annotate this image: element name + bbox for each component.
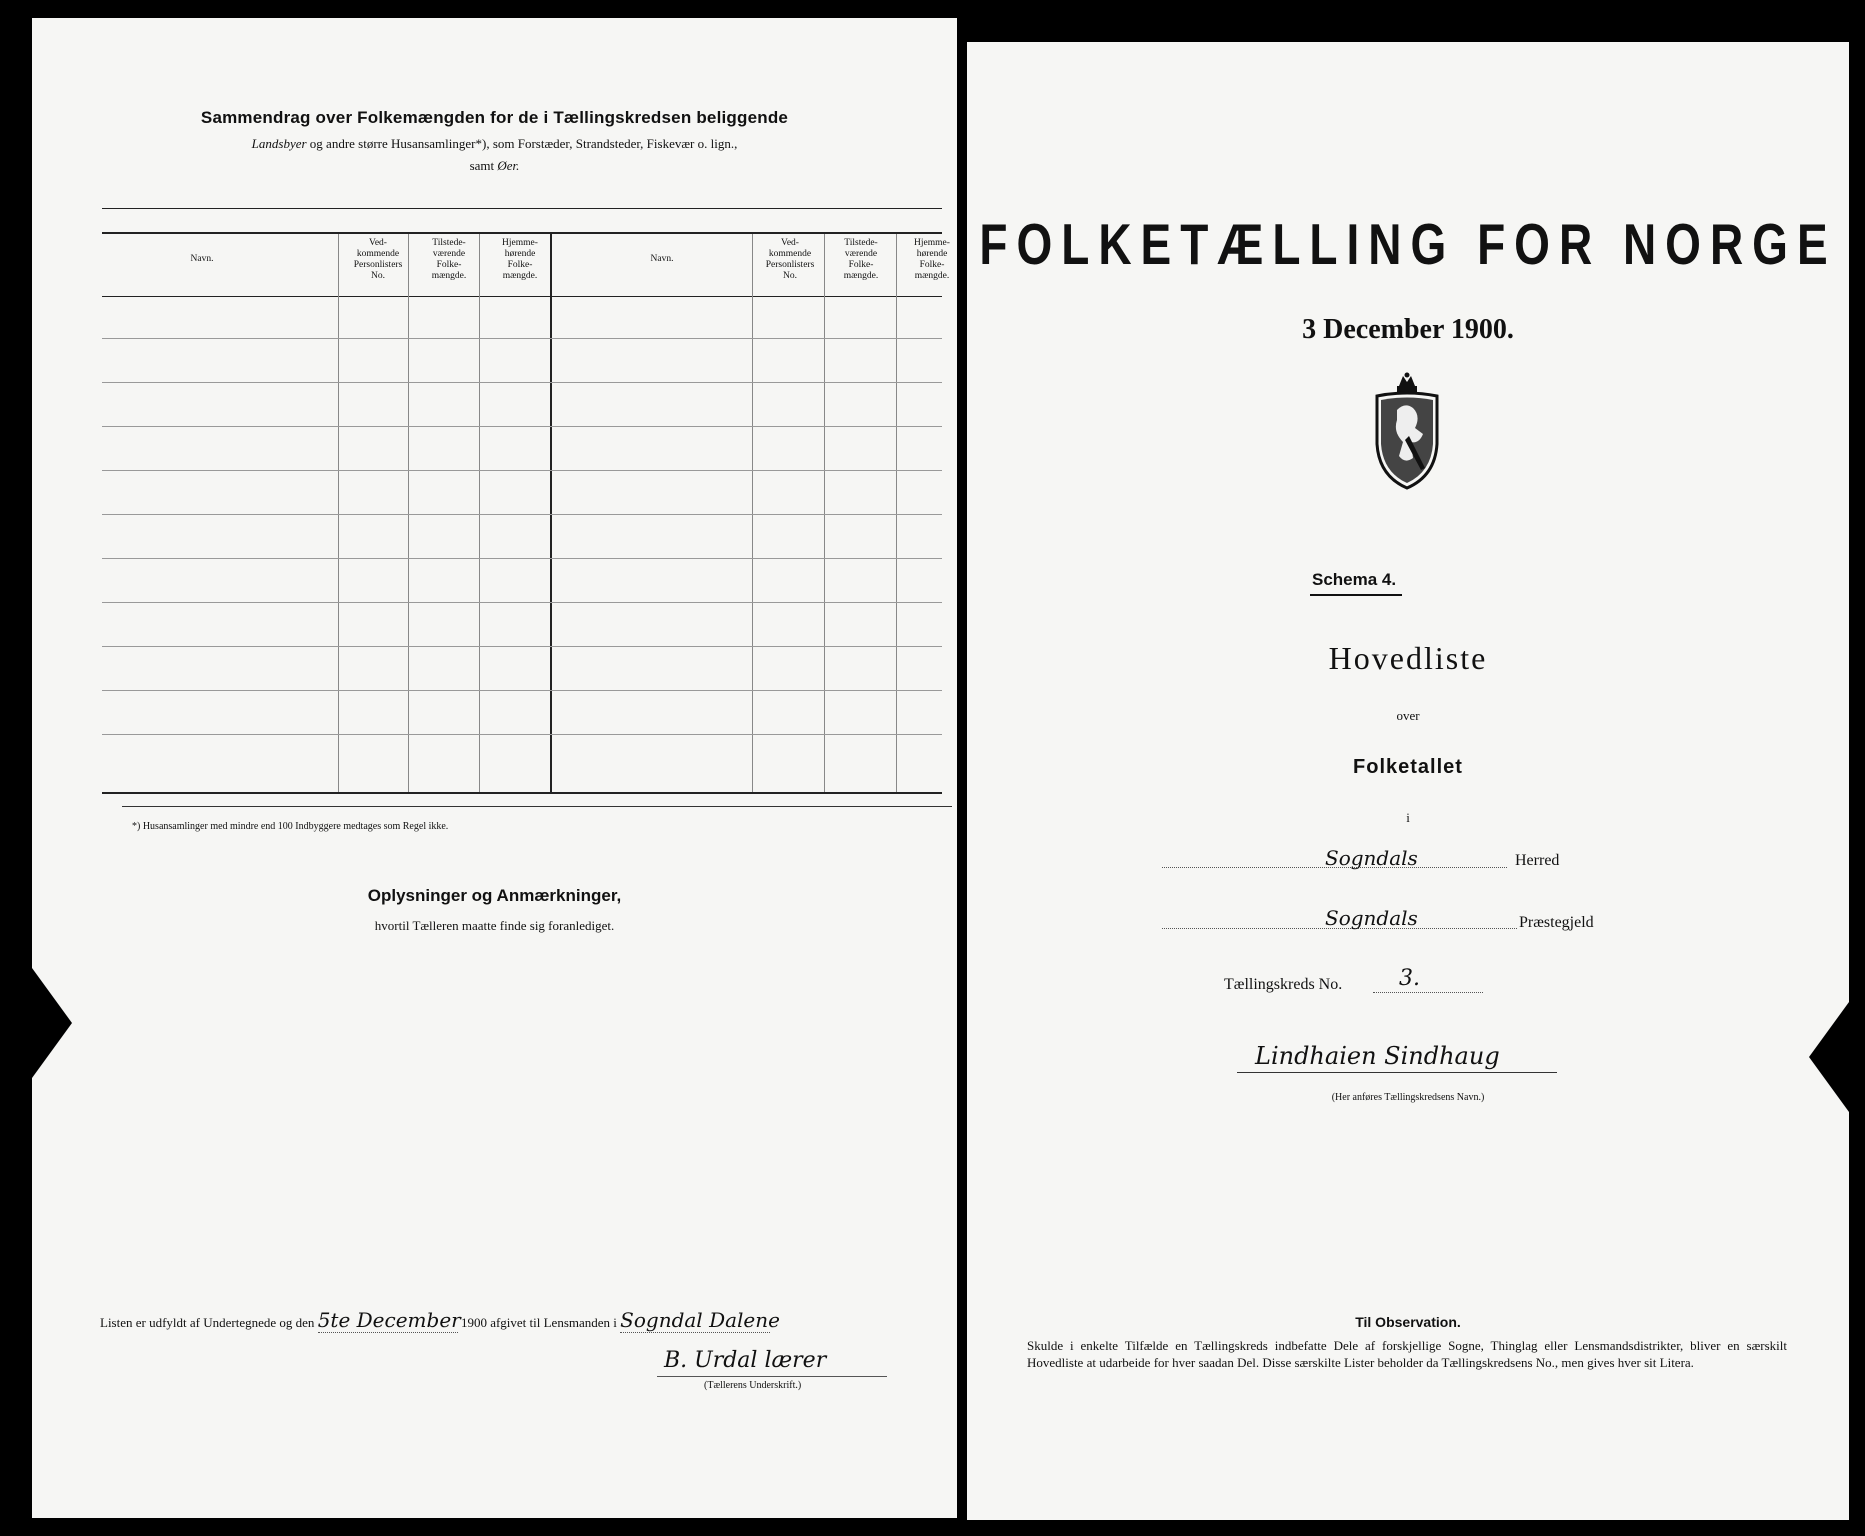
kreds-dotline: [1373, 992, 1483, 993]
table-row-line: [102, 690, 942, 691]
table-top-rule: [102, 208, 942, 209]
handwritten-signature: B. Urdal lærer: [664, 1348, 827, 1373]
schema-underline: [1310, 594, 1402, 596]
handwritten-date: 5te December: [317, 1308, 461, 1332]
handwritten-herred: Sogndals: [1325, 846, 1418, 870]
subtitle-rest: og andre større Husansamlinger*), som Forstæder, Strandsteder, Fiskevær o. lign.,: [306, 136, 738, 151]
herred-label: Herred: [1515, 852, 1560, 869]
table-row-line: [102, 470, 942, 471]
table-row-line: [102, 602, 942, 603]
page-binding-notch: [32, 968, 72, 1078]
col-header-tilstede-2: Tilstede- værende Folke- mængde.: [843, 238, 879, 281]
subtitle-prefix: samt: [469, 158, 498, 173]
listen-line: [100, 1308, 780, 1333]
listen-year: 1900: [460, 1315, 487, 1330]
schema-label: [1312, 570, 1396, 590]
folketallet-title: Folketallet: [1353, 756, 1463, 778]
summary-subtitle-line2: [32, 158, 957, 174]
page-binding-notch: [1809, 1002, 1849, 1112]
schema-text: Schema 4.: [1312, 570, 1397, 589]
table-head-bottom-rule: [102, 296, 942, 297]
over-text: over: [1396, 708, 1420, 723]
praestegjeld-label: Præstegjeld: [1519, 914, 1594, 931]
col-divider: [896, 234, 897, 792]
signature-rule: [657, 1376, 887, 1377]
table-row-line: [102, 734, 942, 735]
footnote: *) Husansamlinger med mindre end 100 Indbyggere medtages som Regel ikke.: [132, 821, 449, 832]
handwritten-kreds-no: 3.: [1399, 966, 1420, 991]
col-header-tilstede-1: Tilstede- værende Folke- mængde.: [431, 238, 467, 281]
col-header-vedkommende-2: Ved- kommende Personlisters No.: [765, 238, 815, 281]
signature-caption: (Tællerens Underskrift.): [704, 1380, 802, 1391]
table-head-rule: [102, 232, 942, 234]
kreds-name-line: [1237, 1072, 1557, 1073]
section-subtitle: hvortil Tælleren maatte finde sig foranlediget.: [374, 918, 615, 933]
right-page: [967, 42, 1849, 1520]
census-title: FOLKETÆLLING FOR NORGE: [979, 211, 1837, 277]
listen-text-2: afgivet til Lensmanden i: [490, 1315, 617, 1330]
hovedliste-title: Hovedliste: [1328, 640, 1488, 676]
handwritten-kreds-name: Lindhaien Sindhaug: [1255, 1042, 1500, 1070]
footnote-rule: [122, 806, 952, 807]
subtitle-italic-landsbyer: Landsbyer: [251, 136, 307, 151]
observation-title: Til Observation.: [1355, 1314, 1461, 1330]
kreds-caption: (Her anføres Tællingskredsens Navn.): [1331, 1092, 1485, 1103]
col-header-navn-2: Navn.: [650, 254, 674, 264]
table-bottom-rule: [102, 792, 942, 794]
summary-title: Sammendrag over Folkemængden for de i Tællingskredsen beliggende: [200, 108, 789, 127]
col-divider: [824, 234, 825, 792]
summary-subtitle-line1: [32, 136, 957, 152]
i-text: i: [1406, 810, 1410, 825]
summary-table: [102, 214, 950, 794]
table-row-line: [102, 646, 942, 647]
col-header-vedkommende-1: Ved- kommende Personlisters No.: [353, 238, 403, 281]
handwritten-praestegjeld: Sogndals: [1325, 906, 1418, 930]
col-header-navn-1: Navn.: [190, 254, 214, 264]
col-divider: [338, 234, 339, 792]
table-row-line: [102, 382, 942, 383]
col-divider: [752, 234, 753, 792]
col-divider-center: [550, 234, 552, 792]
left-page: [32, 18, 957, 1518]
table-row-line: [102, 426, 942, 427]
subtitle-italic-oer: Øer.: [497, 158, 520, 173]
listen-text-1: Listen er udfyldt af Undertegnede og den: [100, 1315, 315, 1330]
table-row-line: [102, 558, 942, 559]
kreds-label: Tællingskreds No.: [1224, 976, 1343, 993]
col-divider: [408, 234, 409, 792]
census-date: 3 December 1900.: [1302, 314, 1514, 345]
coat-of-arms-icon: [1369, 372, 1445, 492]
observation-body: Skulde i enkelte Tilfælde en Tællingskreds indbefatte Dele af forskjellige Sogne, Thinglag eller Lensmandsdistrikter, bliver en særskilt Hovedliste at udarbeide for hver saadan Del. Disse særskilte Lister beholder da Tællingskredsens No., men gives hver sit Litera.: [1027, 1338, 1787, 1370]
section-title-oplysninger: Oplysninger og Anmærkninger,: [367, 886, 622, 905]
col-header-hjemme-1: Hjemme- hørende Folke- mængde.: [502, 238, 538, 281]
col-divider: [479, 234, 480, 792]
handwritten-place: Sogndal Dalene: [620, 1308, 780, 1332]
table-row-line: [102, 338, 942, 339]
table-row-line: [102, 514, 942, 515]
col-header-hjemme-2: Hjemme- hørende Folke- mængde.: [914, 238, 950, 281]
